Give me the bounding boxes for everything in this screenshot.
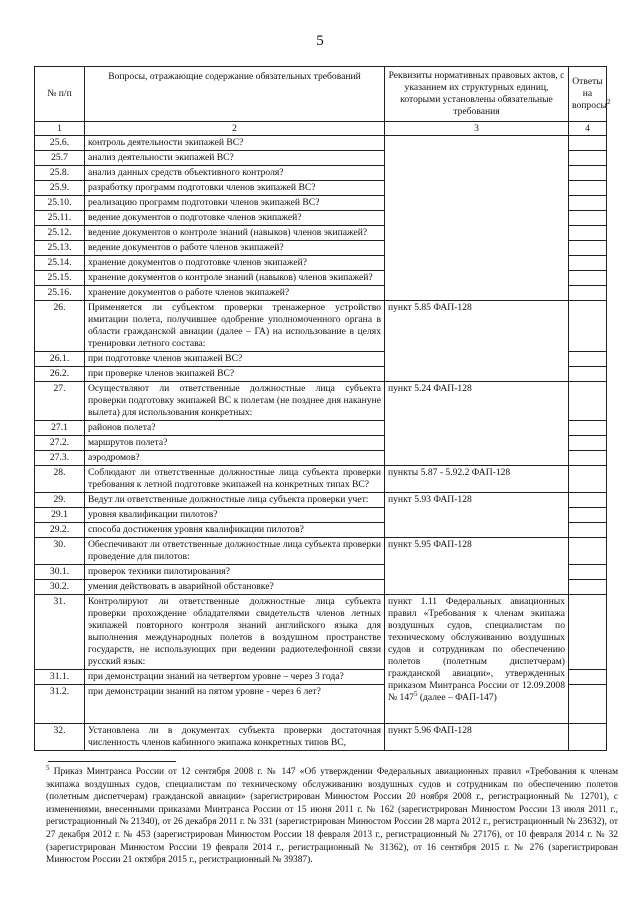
row-number: 30. <box>35 538 85 565</box>
question-text: хранение документов о контроле знаний (навыков) членов экипажей? <box>85 271 385 286</box>
requisites-cell: пункт 5.85 ФАП-128 <box>385 301 569 382</box>
table-row <box>35 301 607 352</box>
row-number: 25.6. <box>35 136 85 151</box>
row-number: 29.1 <box>35 508 85 523</box>
question-text: при подготовке членов экипажей ВС? <box>85 352 385 367</box>
row-number: 30.2. <box>35 580 85 595</box>
answer-cell[interactable] <box>569 451 607 466</box>
answer-cell[interactable] <box>569 565 607 580</box>
answer-cell[interactable] <box>569 367 607 382</box>
answer-cell[interactable] <box>569 151 607 166</box>
row-number: 25.8. <box>35 166 85 181</box>
requisites-cell <box>385 136 569 301</box>
question-text: при проверке членов экипажей ВС? <box>85 367 385 382</box>
row-number: 25.16. <box>35 286 85 301</box>
table-row <box>35 493 607 508</box>
requisites-cell: пункт 5.24 ФАП-128 <box>385 382 569 466</box>
question-text: анализ данных средств объективного контроля? <box>85 166 385 181</box>
table-row <box>35 538 607 565</box>
table-header-row <box>35 67 607 122</box>
table-row <box>35 595 607 670</box>
row-number: 27.1 <box>35 421 85 436</box>
requisites-cell: пункт 5.93 ФАП-128 <box>385 493 569 538</box>
page-number: 5 <box>316 33 324 49</box>
row-number: 25.12. <box>35 226 85 241</box>
answer-cell[interactable] <box>569 271 607 286</box>
question-text: при демонстрации знаний на четвертом уровне – через 3 года? <box>85 670 385 685</box>
row-number: 25.10. <box>35 196 85 211</box>
answer-cell[interactable] <box>569 493 607 508</box>
row-number: 31.1. <box>35 670 85 685</box>
question-text: Контролируют ли ответственные должностные лица субъекта проверки прохождение обладателями свидетельств членов летных экипажей повторного контроля знаний английского языка для выполнения международных полетов в воздушном пространстве государств, не использующих при ведении радиотелефонной связи русский язык: <box>85 595 385 670</box>
question-text: при демонстрации знаний на пятом уровне - через 6 лет? <box>85 685 385 724</box>
requisites-cell: пункт 1.11 Федеральных авиационных правил «Требования к членам экипажа воздушных судов, специалистам по техническому обслуживанию воздушных судов и сотрудникам по обеспечению полетов (полетным диспетчерам) гражданской авиации», утвержденных приказом Минтранса России от 12.09.2008 № $147^5$ (далее – ФАП-147) <box>385 595 569 724</box>
row-number: 25.9. <box>35 181 85 196</box>
header-answers: Ответы на вопросы$^2$ <box>569 67 607 122</box>
answer-cell[interactable] <box>569 352 607 367</box>
row-number: 28. <box>35 466 85 493</box>
row-number: 30.1. <box>35 565 85 580</box>
footnote-mark: 5 <box>46 763 50 772</box>
answer-cell[interactable] <box>569 226 607 241</box>
requirements-table <box>34 66 611 751</box>
row-number: 32. <box>35 724 85 751</box>
answer-cell[interactable] <box>569 181 607 196</box>
answer-cell[interactable] <box>569 241 607 256</box>
question-text: районов полета? <box>85 421 385 436</box>
question-text: Осуществляют ли ответственные должностные лица субъекта проверки подготовку экипажей ВС к полетам (не позднее дня накануне вылета) для использования конкретных: <box>85 382 385 421</box>
answer-cell[interactable] <box>569 466 607 493</box>
question-text: ведение документов о контроле знаний (навыков) членов экипажей? <box>85 226 385 241</box>
row-number: 27. <box>35 382 85 421</box>
answer-cell[interactable] <box>569 538 607 565</box>
column-number: 4 <box>569 122 607 136</box>
footnote <box>46 763 619 867</box>
row-number: 25.11. <box>35 211 85 226</box>
question-text: хранение документов о работе членов экипажей? <box>85 286 385 301</box>
answer-cell[interactable] <box>569 421 607 436</box>
answer-cell[interactable] <box>569 724 607 751</box>
question-text: проверок техники пилотирования? <box>85 565 385 580</box>
answer-cell[interactable] <box>569 580 607 595</box>
row-number: 25.15. <box>35 271 85 286</box>
header-number: № п/п <box>35 67 85 122</box>
question-text: хранение документов о подготовке членов экипажей? <box>85 256 385 271</box>
answer-cell[interactable] <box>569 508 607 523</box>
row-number: 27.3. <box>35 451 85 466</box>
question-text: умения действовать в аварийной обстановке? <box>85 580 385 595</box>
answer-cell[interactable] <box>569 166 607 181</box>
answer-cell[interactable] <box>569 523 607 538</box>
question-text: способа достижения уровня квалификации пилотов? <box>85 523 385 538</box>
row-number: 26. <box>35 301 85 352</box>
question-text: ведение документов о подготовке членов экипажей? <box>85 211 385 226</box>
table-row <box>35 382 607 421</box>
row-number: 26.1. <box>35 352 85 367</box>
requisites-cell: пункт 5.96 ФАП-128 <box>385 724 569 751</box>
answer-cell[interactable] <box>569 286 607 301</box>
column-number-row <box>35 122 607 136</box>
table-row <box>35 724 607 751</box>
answer-cell[interactable] <box>569 685 607 724</box>
header-questions: Вопросы, отражающие содержание обязательных требований <box>85 67 385 122</box>
row-number: 25.7 <box>35 151 85 166</box>
row-number: 27.2. <box>35 436 85 451</box>
question-text: ведение документов о работе членов экипажей? <box>85 241 385 256</box>
footnote-ref: 5 <box>413 689 418 698</box>
question-text: Ведут ли ответственные должностные лица субъекта проверки учет: <box>85 493 385 508</box>
column-number: 3 <box>385 122 569 136</box>
question-text: анализ деятельности экипажей ВС? <box>85 151 385 166</box>
question-text: контроль деятельности экипажей ВС? <box>85 136 385 151</box>
row-number: 25.14. <box>35 256 85 271</box>
question-text: Применяется ли субъектом проверки тренажерное устройство имитации полета, получившее одобрение уполномоченного органа в области гражданской авиации (далее – ГА) на использование в целях тренировки летного состава: <box>85 301 385 352</box>
row-number: 29.2. <box>35 523 85 538</box>
header-requisites: Реквизиты нормативных правовых актов, с указанием их структурных единиц, которыми установлены обязательные требования <box>385 67 569 122</box>
table-row <box>35 466 607 493</box>
question-text: Обеспечивают ли ответственные должностные лица субъекта проверки проведение для пилотов: <box>85 538 385 565</box>
row-number: 25.13. <box>35 241 85 256</box>
question-text: аэродромов? <box>85 451 385 466</box>
answer-cell[interactable] <box>569 256 607 271</box>
table-row <box>35 136 607 151</box>
requisites-cell: пункт 5.95 ФАП-128 <box>385 538 569 595</box>
question-text: реализацию программ подготовки членов экипажей ВС? <box>85 196 385 211</box>
answer-cell[interactable] <box>569 301 607 352</box>
question-text: маршрутов полета? <box>85 436 385 451</box>
footnote-divider <box>48 761 176 762</box>
answer-cell[interactable] <box>569 136 607 151</box>
column-number: 1 <box>35 122 85 136</box>
row-number: 26.2. <box>35 367 85 382</box>
question-text: разработку программ подготовки членов экипажей ВС? <box>85 181 385 196</box>
footnote-text: Приказ Минтранса России от 12 сентября 2008 г. № 147 «Об утверждении Федеральных авиационных правил «Требования к членам экипажа воздушных судов, специалистам по техническому обслуживанию воздушных судов и сотрудникам по обеспечению полетов (полетным диспетчерам) гражданской авиации» (зарегистрирован Минюстом России 20 ноября 2008 г., регистрационный № 12701), с изменениями, внесенными приказами Минтранса России от 15 июня 2011 г. № 162 (зарегистрирован Минюстом России 13 июля 2011 г., регистрационный № 21340), от 26 декабря 2011 г. № 331 (зарегистрирован Минюстом России 28 марта 2012 г., регистрационный № 23632), от 27 декабря 2012 г. № 453 (зарегистрирован Минюстом России 18 февраля 2013 г., регистрационный № 27176), от 10 февраля 2014 г. № 32 (зарегистрирован Минюстом России 19 февраля 2014 г., регистрационный № 31362), от 16 сентября 2015 г. № 276 (зарегистрирован Минюстом России 21 октября 2015 г., регистрационный № 39387). <box>46 767 619 866</box>
row-number: 31.2. <box>35 685 85 724</box>
question-text: Соблюдают ли ответственные должностные лица субъекта проверки требования к летной подготовке экипажей на конкретных типах ВС? <box>85 466 385 493</box>
row-number: 31. <box>35 595 85 670</box>
requisites-cell: пункты 5.87 - 5.92.2 ФАП-128 <box>385 466 569 493</box>
answer-cell[interactable] <box>569 595 607 670</box>
answer-cell[interactable] <box>569 436 607 451</box>
row-number: 29. <box>35 493 85 508</box>
question-text: Установлена ли в документах субъекта проверки достаточная численность членов кабинного экипажа конкретных типов ВС, <box>85 724 385 751</box>
answer-cell[interactable] <box>569 196 607 211</box>
answer-cell[interactable] <box>569 670 607 685</box>
answer-cell[interactable] <box>569 211 607 226</box>
column-number: 2 <box>85 122 385 136</box>
answer-cell[interactable] <box>569 382 607 421</box>
question-text: уровня квалификации пилотов? <box>85 508 385 523</box>
